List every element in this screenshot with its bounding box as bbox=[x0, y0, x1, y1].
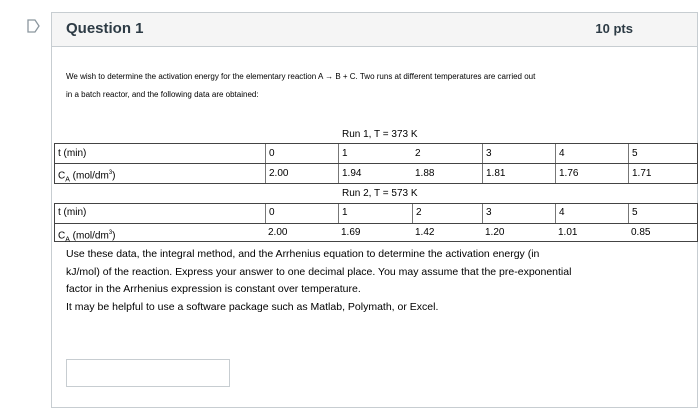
body-line-1: Use these data, the integral method, and the Arrhenius equation to determine the activation energy (in bbox=[66, 248, 540, 260]
run2-time-cell: 5 bbox=[628, 204, 638, 223]
answer-input[interactable] bbox=[66, 359, 230, 387]
run2-conc-header: $C_A$ $(mol/dm^3)$ bbox=[58, 230, 116, 244]
run2-time-cell: 0 bbox=[265, 204, 275, 223]
run2-conc-row bbox=[55, 224, 697, 243]
run1-time-cell: 3 bbox=[482, 144, 492, 163]
run1-conc-cell: 1.88 bbox=[415, 168, 435, 179]
intro-line-2: in a batch reactor, and the following data are obtained: bbox=[66, 90, 259, 99]
run2-conc-cell: 1.20 bbox=[485, 227, 505, 238]
run2-time-cell: 4 bbox=[555, 204, 565, 223]
run2-time-cell: 1 bbox=[338, 204, 348, 223]
body-line-4: It may be helpful to use a software package such as Matlab, Polymath, or Excel. bbox=[66, 300, 439, 313]
run2-time-header: t (min) bbox=[58, 207, 87, 218]
run1-conc-header: $C_A$ $(mol/dm^3)$ bbox=[58, 170, 116, 184]
run1-table bbox=[54, 143, 698, 184]
run2-time-cell: 3 bbox=[482, 204, 492, 223]
run2-conc-cell: 1.01 bbox=[558, 227, 578, 238]
run1-time-row bbox=[55, 144, 697, 164]
question-body bbox=[66, 246, 666, 316]
run1-conc-cell: 1.71 bbox=[628, 164, 651, 183]
run2-conc-cell: 2.00 bbox=[268, 227, 288, 238]
run1-conc-cell: 1.81 bbox=[482, 164, 505, 183]
run2-conc-cell: 1.69 bbox=[341, 227, 361, 238]
question-points: 10 pts bbox=[595, 21, 633, 36]
run1-time-cell: 2 bbox=[415, 148, 421, 159]
run1-time-cell: 1 bbox=[338, 144, 348, 163]
run2-time-cell: 2 bbox=[412, 204, 422, 223]
run2-table bbox=[54, 203, 698, 242]
run1-label: Run 1, T = 373 K bbox=[342, 129, 418, 140]
run2-conc-cell: 0.85 bbox=[631, 227, 651, 238]
run1-time-header: t (min) bbox=[58, 148, 87, 159]
run1-time-cell: 4 bbox=[555, 144, 565, 163]
run1-conc-row bbox=[55, 164, 697, 183]
intro-line-1: We wish to determine the activation energy for the elementary reaction A → B + C. Two runs at different temperatures are carried out bbox=[66, 72, 536, 81]
run2-label: Run 2, T = 573 K bbox=[342, 188, 418, 199]
run2-time-row bbox=[55, 204, 697, 224]
question-header bbox=[52, 13, 697, 47]
question-intro bbox=[66, 68, 646, 104]
body-line-3: factor in the Arrhenius expression is constant over temperature. bbox=[66, 283, 361, 295]
question-title: Question 1 bbox=[66, 20, 144, 37]
run1-conc-cell: 1.76 bbox=[555, 164, 578, 183]
run1-time-cell: 5 bbox=[628, 144, 638, 163]
run1-conc-cell: 2.00 bbox=[265, 164, 288, 183]
run1-conc-cell: 1.94 bbox=[338, 164, 361, 183]
body-line-2: kJ/mol) of the reaction. Express your answer to one decimal place. You may assume that the pre-exponential bbox=[66, 265, 572, 278]
bookmark-flag-icon[interactable] bbox=[27, 19, 40, 33]
run1-time-cell: 0 bbox=[265, 144, 275, 163]
run2-conc-cell: 1.42 bbox=[415, 227, 435, 238]
